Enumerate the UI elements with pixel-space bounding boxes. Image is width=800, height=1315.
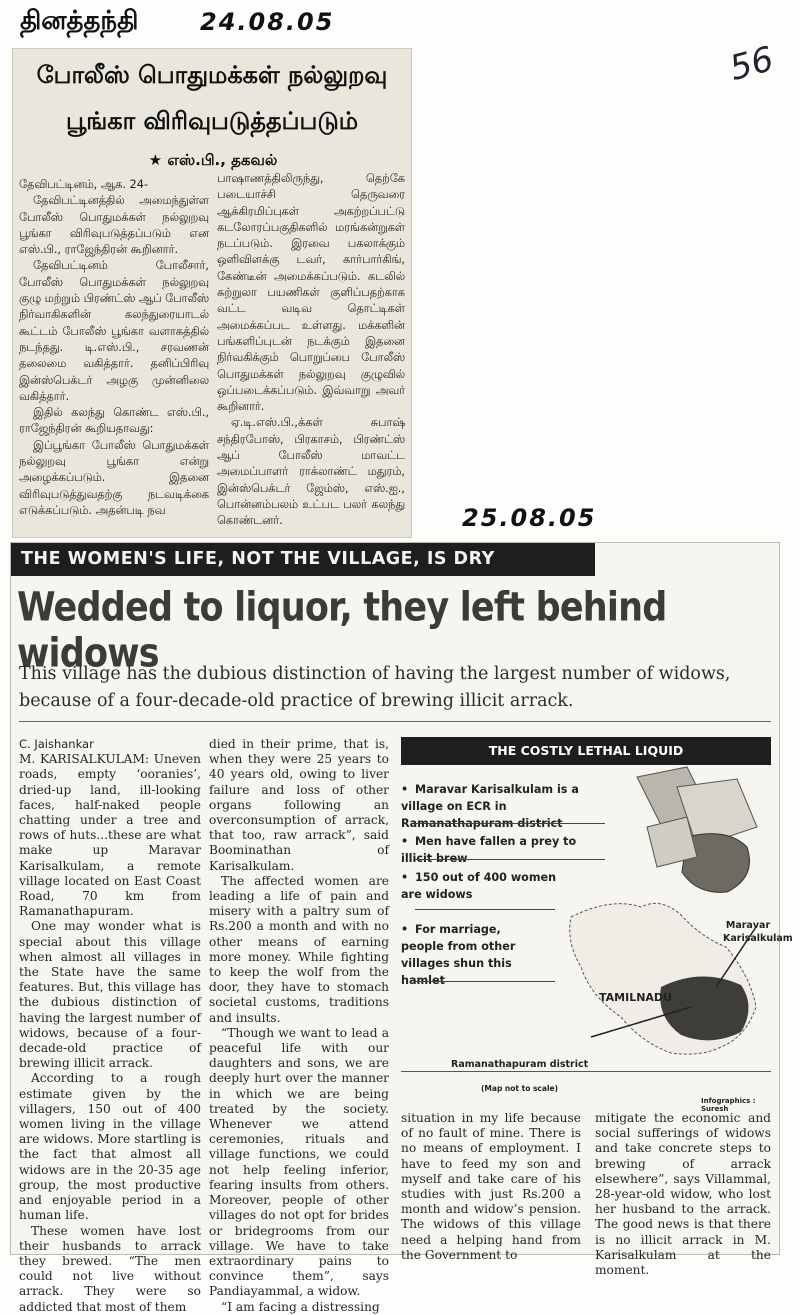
tamil-column-2 [217, 171, 405, 530]
infographic-title: THE COSTLY LETHAL LIQUID [401, 737, 771, 765]
divider [19, 721, 771, 722]
tamil-column-1 [19, 177, 209, 519]
masthead-handwritten: தினத்தந்தி [20, 6, 139, 36]
article-paragraph: One may wonder what is special about this village when almost all villages in the State have the same features. But, this village has the dubious distinction of having the largest number of widows, because of a four-decade-old practice of brewing illicit arrack. [19, 919, 201, 1071]
tamil-paragraph: தேவிபட்டினம் போலீசார், போலீஸ் பொதுமக்கள் நல்லுறவு குழு மற்றும் பிரண்ட்ஸ் ஆப் போலீஸ் நிர்வாகிகளின் கலந்துரையாடல் கூட்டம் போலீஸ் பூங்கா வளாகத்தில் நடந்தது. டி.எஸ்.பி., சரவணன் தலைமை வகித்தார். தனிப்பிரிவு இன்ஸ்பெக்டர் அழகு முன்னிலை வகித்தார். [19, 259, 209, 403]
infographic-bullet: • Maravar Karisalkulam is a village on ECR in Ramanathapuram district [401, 783, 579, 830]
tamilnadu-map [551, 867, 793, 1067]
tamil-dateline: தேவிபட்டினம், ஆக. 24- [19, 178, 148, 191]
article-paragraph: died in their prime, that is, when they were 25 years to 40 years old, owing to liver failure and loss of other organs following an overconsumption of arrack, that too, raw arrack”, said Boominathan of Karisalkulam. [209, 737, 389, 873]
tamil-subhead: ★ எஸ்.பி., தகவல் [148, 151, 278, 169]
bullet-dot-icon: • [401, 923, 409, 936]
article-headline: Wedded to liquor, they left behind widows [17, 585, 667, 677]
map-label-village: Maravar Karisalkulam [723, 920, 793, 944]
article-paragraph: These women have lost their husbands to arrack they brewed. “The men could not live without arrack. They were so addicted that most of them [19, 1223, 201, 1314]
divider [401, 1071, 771, 1072]
date-handwritten-2: 25.08.05 [462, 504, 597, 532]
article-paragraph: M. KARISALKULAM: Uneven roads, empty ‘ooranies’, dried-up land, ill-looking faces, half-naked people chatting under a tree and rows of huts...these are what make up Maravar Karisalkulam, a remote village located on East Coast Road, 70 km from Ramanathapuram. [19, 752, 201, 919]
divider [415, 823, 605, 824]
article-paragraph: situation in my life because of no fault of mine. There is no means of employment. I have to feed my son and myself and take care of his studies with just Rs.200 a month and widow’s pension. The widows of this village need a helping hand from the Government to [401, 1111, 581, 1262]
bullet-dot-icon: • [401, 871, 409, 884]
article-paragraph: “I am facing a distressing [221, 1299, 380, 1314]
infographic-credit: Infographics : Suresh [701, 1097, 756, 1113]
tamil-paragraph: ஏ.டி.எஸ்.பி.,க்கள் சுபாஷ் சந்திரபோஸ், பிரகாசம், பிரண்ட்ஸ் ஆப் போலீஸ் மாவட்ட அமைப்பாளர் ராக்லாண்ட் மதுரம், இன்ஸ்பெக்டர் ஜேம்ஸ், எஸ்.ஐ., பொன்னம்பலம் உட்பட பலர் கலந்து கொண்டனர். [217, 416, 405, 528]
divider [415, 909, 555, 910]
tamil-paragraph: இப்பூங்கா போலீஸ் பொதுமக்கள் நல்லுறவு பூங்கா என்று அழைக்கப்படும். இதனை விரிவுபடுத்துவதற்கு நடவடிக்கை எடுக்கப்படும். அதன்படி நவ [19, 438, 209, 517]
divider [415, 859, 605, 860]
article-paragraph: “Though we want to lead a peaceful life with our daughters and sons, we are deeply hurt over the manner in which we are being treated by the society. Whenever we attend ceremonies, rituals and village functions, we could not help feeling inferior, fearing insults from others. Moreover, people of other villages do not opt for brides or bridegrooms from our village. We have to take extraordinary pains to convince them”, says Pandiayammal, a widow. [209, 1025, 389, 1299]
tamil-paragraph: பாஷாணத்திலிருந்து, தெற்கே படையாச்சி தெருவரை ஆக்கிரமிப்புகள் அகற்றப்பட்டு கடலோரப்பகுதிகளில் மரங்கன்றுகள் நடப்படும். இரவை பகலாக்கும் ஒளிவிளக்கு டவர், கார்பார்கிங், கேண்டீன் அமைக்கப்படும். கடலில் சுற்றுலா பயணிகள் குளிப்பதற்காக வட்ட வடிவ தொட்டிகள் அமைக்கப்பட உள்ளது. மக்களின் பங்களிப்புடன் நடக்கும் இதனை நிர்வகிக்கும் பொறுப்பை போலீஸ் பொதுமக்கள் நல்லுறவு குழுவில் ஒப்படைக்கப்படும். இவ்வாறு அவர் கூறினார். [217, 172, 405, 414]
article-paragraph: mitigate the economic and social sufferings of widows and take concrete steps to brewing of arrack elsewhere”, says Villammal, 28-year-old widow, who lost her husband to the arrack. The good news is that there is no illicit arrack in M. Karisalkulam at the moment. [595, 1111, 771, 1278]
bullet-dot-icon: • [401, 783, 409, 796]
bullet-dot-icon: • [401, 835, 409, 848]
article-column-2 [209, 737, 389, 1315]
map-label-district: Ramanathapuram district [451, 1059, 589, 1070]
tamil-paragraph: தேவிபட்டினத்தில் அமைந்துள்ள போலீஸ் பொதுமக்கள் நல்லுறவு பூங்கா விரிவுபடுத்தப்படும் என எஸ்.பி., ராஜேந்திரன் கூறினார். [19, 194, 209, 257]
tamil-headline-line1: போலீஸ் பொதுமக்கள் நல்லுறவு [36, 61, 388, 89]
page-number-handwritten: 56 [725, 39, 778, 89]
map-label-state: TAMILNADU [599, 991, 672, 1004]
article-column-3 [401, 1111, 581, 1263]
english-article-clipping [10, 542, 793, 1314]
article-column-4 [595, 1111, 771, 1278]
article-column-1 [19, 737, 201, 1315]
article-paragraph: According to a rough estimate given by the villagers, 150 out of 400 women living in the village are widows. More startling is the fact that almost all widows are in the 20-35 age group, the most productive and enjoyable period in a human life. [19, 1071, 201, 1223]
infographic [401, 737, 793, 1070]
kicker-banner: THE WOMEN'S LIFE, NOT THE VILLAGE, IS DRY [11, 543, 595, 576]
tamil-article-clipping [12, 48, 412, 538]
divider [415, 981, 555, 982]
infographic-bullet: • For marriage, people from other villages shun this hamlet [401, 923, 516, 987]
infographic-bullet: • 150 out of 400 women are widows [401, 871, 557, 901]
article-paragraph: The affected women are leading a life of pain and misery with a paltry sum of Rs.200 a month and with no other means of earning more money. While fighting to keep the wolf from the door, they have to stomach societal customs, traditions and insults. [209, 873, 389, 1025]
map-note: (Map not to scale) [481, 1084, 559, 1093]
tamil-headline-line2: பூங்கா விரிவுபடுத்தப்படும் [65, 107, 359, 135]
infographic-bullet: • Men have fallen a prey to illicit brew [401, 835, 577, 865]
tamil-paragraph: இதில் கலந்து கொண்ட எஸ்.பி., ராஜேந்திரன் கூறியதாவது: [19, 406, 209, 436]
article-deck: This village has the dubious distinction of having the largest number of widows, because of a four-decade-old practice of brewing illicit arrack. [19, 664, 731, 711]
byline: C. Jaishankar [19, 737, 94, 751]
date-handwritten: 24.08.05 [200, 8, 335, 36]
